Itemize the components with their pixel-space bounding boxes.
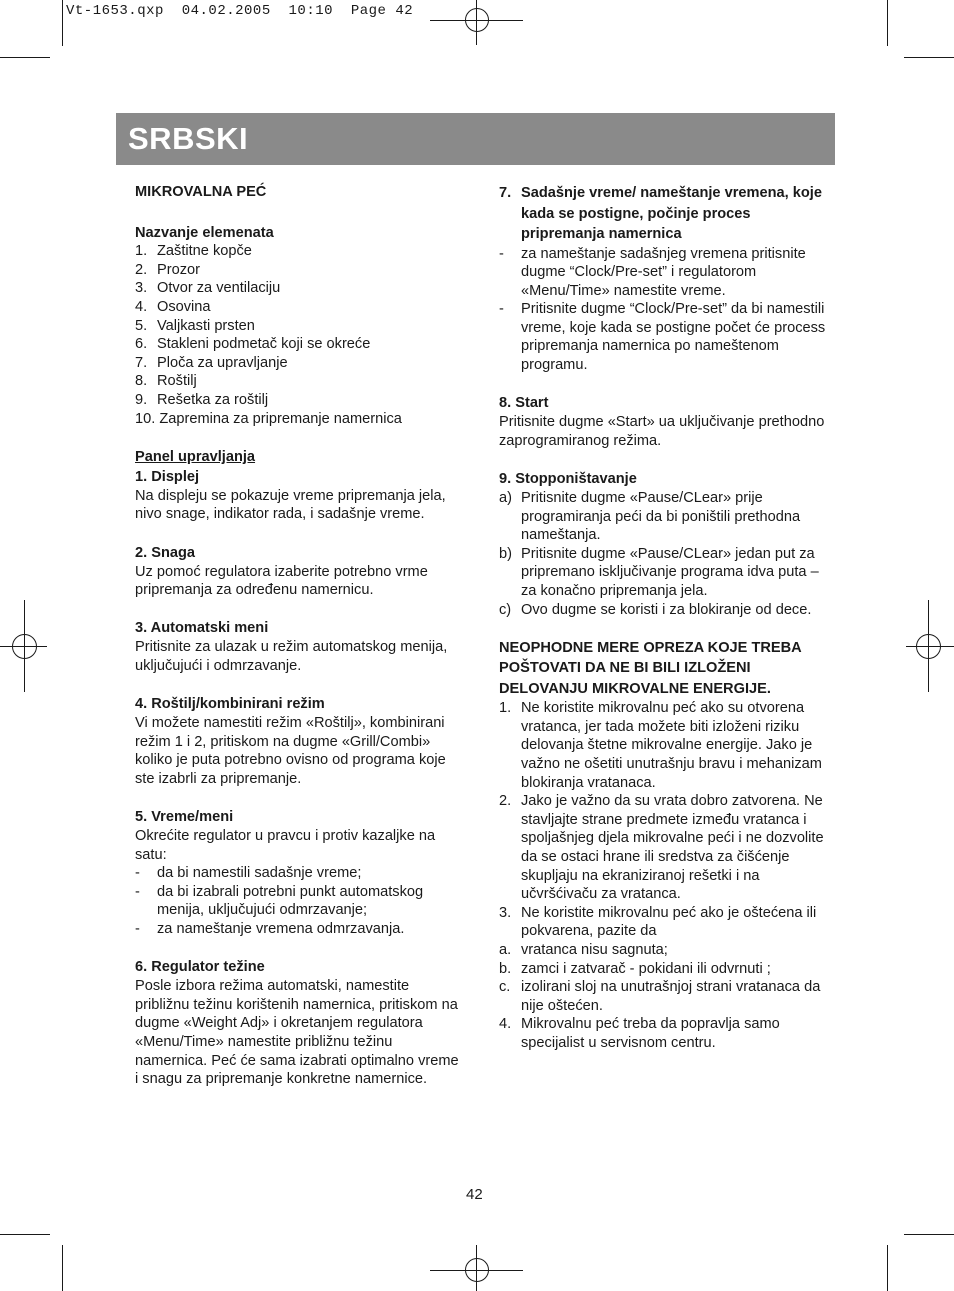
list-item: 7. Ploča za upravljanje bbox=[135, 354, 288, 371]
crop-mark bbox=[62, 1245, 63, 1291]
section-text: Okrećite regulator u pravcu i protiv kazaljke na satu: bbox=[135, 828, 436, 863]
list-item: c. izolirani sloj na unutrašnjoj strani vratanaca da nije oštećen. bbox=[499, 979, 821, 1014]
list-item: 4. Osovina bbox=[135, 298, 211, 315]
section-title: 1. Displej bbox=[135, 468, 200, 485]
list-item: c) Ovo dugme se koristi i za blokiranje od dece. bbox=[499, 601, 812, 618]
section-title: 4. Roštilj/kombinirani režim bbox=[135, 696, 325, 713]
doc-title: MIKROVALNA PEĆ bbox=[135, 184, 267, 200]
list-item: a. vratanca nisu sagnuta; bbox=[499, 942, 668, 958]
section-text: Pritisnite za ulazak u režim automatskog menija, uključujući i odmrzavanje. bbox=[135, 639, 448, 674]
list-item: - za nameštanje sadašnjeg vremena pritisnite dugme “Clock/Pre-set” i regulatorom «Menu/Time» namestite vreme. bbox=[499, 245, 806, 299]
list-item: 6. Stakleni podmetač koji se okreće bbox=[135, 336, 371, 353]
section-text: Vi možete namestiti režim «Roštilj», kombinirani režim 1 i 2, pritiskom na dugme «Grill/Combi» koliko je puta potrebno ovisno od programa koje ste izabrli za pripremanje. bbox=[135, 715, 446, 787]
warning-heading: NEOPHODNE MERE OPREZA KOJE TREBA POŠTOVATI DA NE BI BILI IZLOŽENI DELOVANJU MIKROVALNE ENERGIJE. bbox=[499, 639, 802, 697]
registration-circle bbox=[465, 1258, 489, 1282]
section-title: 7. Sadašnje vreme/ nameštanje vremena, koje kada se postigne, počinje proces pripremanja namernica bbox=[499, 185, 822, 242]
section-text: Na displeju se pokazuje vreme pripremanja jela, nivo snage, indikator rada, i sadašnje vreme. bbox=[135, 487, 446, 523]
registration-circle bbox=[465, 8, 489, 32]
crop-mark bbox=[0, 57, 50, 58]
page-number: 42 bbox=[466, 1186, 483, 1203]
file-header: Vt-1653.qxp 04.02.2005 10:10 Page 42 bbox=[66, 3, 414, 19]
list-item: - Pritisnite dugme “Clock/Pre-set” da bi namestili vreme, koje kada se postigne počet će process pripremanja namernica po nameštenom programu. bbox=[499, 301, 826, 374]
list-item: 8. Roštilj bbox=[135, 373, 197, 390]
elements-heading: Nazvanje elemenata bbox=[135, 224, 274, 241]
list-item: 3. Otvor za ventilaciju bbox=[135, 280, 281, 297]
elements-list bbox=[135, 242, 465, 428]
list-item: - za nameštanje vremena odmrzavanja. bbox=[135, 921, 405, 937]
crop-mark bbox=[887, 1245, 888, 1291]
crop-mark bbox=[904, 57, 954, 58]
section-text: Uz pomoć regulatora izaberite potrebno vrme pripremanja za određenu namernicu. bbox=[135, 563, 428, 599]
section-title: 6. Regulator težine bbox=[135, 959, 265, 976]
list-item: 1. Ne koristite mikrovalnu peć ako su otvorena vratanca, jer tada možete biti izloženi riziku delovanja štetne mikrovalne energije. Jako je važno ne ošetiti unutrašnju bravu i mehanizam blokiranja vratanaca. bbox=[499, 700, 822, 791]
list-item: 5. Valjkasti prsten bbox=[135, 317, 255, 334]
section-title: 3. Automatski meni bbox=[135, 620, 269, 637]
list-item: - da bi namestili sadašnje vreme; bbox=[135, 865, 362, 882]
left-column bbox=[135, 183, 465, 1089]
crop-mark bbox=[904, 1234, 954, 1235]
list-item: 4. Mikrovalnu peć treba da popravlja samo specijalist u servisnom centru. bbox=[499, 1016, 780, 1051]
list-item: 1. Zaštitne kopče bbox=[135, 243, 252, 260]
banner-title: SRBSKI bbox=[128, 121, 249, 156]
list-item: 2. Prozor bbox=[135, 261, 200, 278]
section-title: 2. Snaga bbox=[135, 544, 196, 561]
right-column bbox=[499, 183, 829, 1053]
list-item: - da bi izabrali potrebni punkt automatskog menija, uključujući odmrzavanje; bbox=[135, 883, 424, 919]
list-item: 2. Jako je važno da su vrata dobro zatvorena. Ne stavljajte strane predmete između vratanca i spoljašnjeg djela mikrovalne peći i ne dozvolite da se ostaci hrane ili sredstva za čišćenje skupljaju na ekraniziranoj rešetki i na učvršćivaču za vratanca. bbox=[499, 793, 824, 903]
list-item: a) Pritisnite dugme «Pause/CLear» prije programiranja peći da bi poništili prethodna nameštanja. bbox=[499, 490, 801, 544]
list-item: 9. Rešetka za roštilj bbox=[135, 391, 269, 408]
list-item: b. zamci i zatvarač - pokidani ili odvrnuti ; bbox=[499, 960, 771, 977]
section-text: Posle izbora režima automatski, namestite približnu težinu korištenih namernica, pritiskom na dugme «Weight Adj» i okretanjem regulatora «Menu/Time» namestite približnu težinu namernica. Peć će sama izabrati optimalno vreme i snagu za pripremanje konkretne namernice. bbox=[135, 978, 459, 1088]
crop-mark bbox=[887, 0, 888, 46]
section-title: 8. Start bbox=[499, 395, 549, 412]
registration-circle bbox=[916, 634, 941, 659]
list-item: b) Pritisnite dugme «Pause/CLear» jedan put za pripremano isključivanje programa idva puta – za konačno pripremanja jela. bbox=[499, 545, 819, 599]
list-item: 3. Ne koristite mikrovalnu peć ako je oštećena ili pokvarena, pazite da bbox=[499, 904, 817, 940]
panel-heading: Panel upravljanja bbox=[135, 448, 256, 465]
section-banner bbox=[116, 113, 835, 165]
section-title: 5. Vreme/meni bbox=[135, 809, 234, 826]
section-title: 9. Stopponištavanje bbox=[499, 471, 637, 488]
section-text: Pritisnite dugme «Start» ua uključivanje prethodno zaprogramiranog režima. bbox=[499, 414, 825, 449]
crop-mark bbox=[0, 1234, 50, 1235]
crop-mark bbox=[62, 0, 63, 46]
registration-circle bbox=[12, 634, 37, 659]
list-item: 10. Zapremina za pripremanje namernica bbox=[135, 410, 402, 427]
